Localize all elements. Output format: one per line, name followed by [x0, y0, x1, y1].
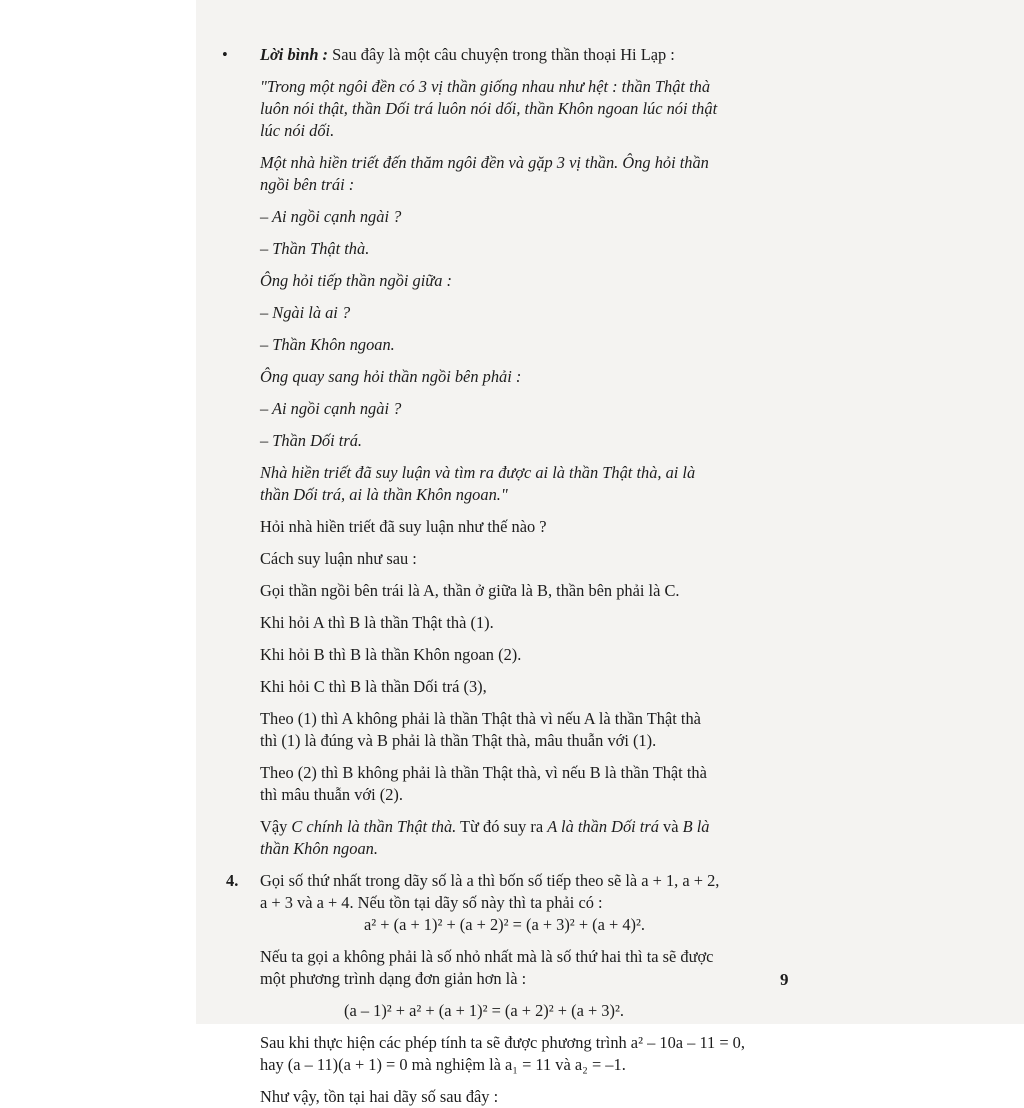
story-line: – Ai ngồi cạnh ngài ?: [260, 399, 402, 418]
story-line: ngồi bên trái :: [260, 175, 355, 194]
problem-line: Như vậy, tồn tại hai dãy số sau đây :: [260, 1087, 499, 1106]
conclusion-text: A là thần Dối trá: [547, 817, 659, 836]
reasoning-block: [226, 516, 806, 860]
problem-text: Gọi số thứ nhất trong dãy số là a thì bốn số tiếp theo sẽ là a + 1, a + 2,: [260, 871, 720, 890]
story-block: [226, 76, 806, 506]
conclusion-line: [260, 816, 806, 838]
conclusion-text: B là: [682, 817, 710, 836]
story-line: luôn nói thật, thần Dối trá luôn nói dối, thần Khôn ngoan lúc nói thật: [260, 99, 718, 118]
theo2-line: Theo (2) thì B không phải là thần Thật thà, vì nếu B là thần Thật thà: [260, 763, 707, 782]
page-content: [222, 44, 806, 1108]
problem-line: a + 3 và a + 4. Nếu tồn tại dãy số này thì ta phải có :: [260, 893, 603, 912]
reasoning-line: Gọi thần ngồi bên trái là A, thần ở giữa là B, thần bên phải là C.: [260, 581, 680, 600]
story-line: – Ai ngồi cạnh ngài ?: [260, 207, 402, 226]
story-line: – Thần Khôn ngoan.: [260, 335, 395, 354]
problem-4-heading: [226, 870, 806, 892]
conclusion-line: thần Khôn ngoan.: [260, 839, 378, 858]
equation-2: (a – 1)² + a² + (a + 1)² = (a + 2)² + (a + 3)².: [344, 1001, 624, 1020]
comment-intro: Sau đây là một câu chuyện trong thần thoại Hi Lạp :: [328, 45, 675, 64]
reasoning-line: Khi hỏi B thì B là thần Khôn ngoan (2).: [260, 645, 522, 664]
story-line: "Trong một ngôi đền có 3 vị thần giống nhau như hệt : thần Thật thà: [260, 77, 711, 96]
problem-line: một phương trình dạng đơn giản hơn là :: [260, 969, 527, 988]
story-line: – Ngài là ai ?: [260, 303, 351, 322]
story-line: Nhà hiền triết đã suy luận và tìm ra được ai là thần Thật thà, ai là: [260, 463, 696, 482]
problem-number: 4.: [226, 871, 239, 890]
story-line: – Thần Thật thà.: [260, 239, 370, 258]
problem-line: Nếu ta gọi a không phải là số nhỏ nhất mà là số thứ hai thì ta sẽ được: [260, 947, 714, 966]
theo1-line: thì (1) là đúng và B phải là thần Thật thà, mâu thuẫn với (1).: [260, 731, 657, 750]
reasoning-line: Khi hỏi A thì B là thần Thật thà (1).: [260, 613, 494, 632]
comment-label: Lời bình :: [260, 45, 328, 64]
story-line: – Thần Dối trá.: [260, 431, 363, 450]
theo1-line: Theo (1) thì A không phải là thần Thật thà vì nếu A là thần Thật thà: [260, 709, 701, 728]
bullet-icon: •: [222, 45, 228, 64]
problem-line: hay (a – 11)(a + 1) = 0 mà nghiệm là a₁ = 11 và a₂ = –1.: [260, 1055, 626, 1074]
conclusion-text: C chính là thần Thật thà.: [291, 817, 457, 836]
story-line: Một nhà hiền triết đến thăm ngôi đền và gặp 3 vị thần. Ông hỏi thần: [260, 153, 709, 172]
problem-line: Sau khi thực hiện các phép tính ta sẽ được phương trình a² – 10a – 11 = 0,: [260, 1033, 745, 1052]
equation-1: a² + (a + 1)² + (a + 2)² = (a + 3)² + (a + 4)².: [364, 915, 646, 934]
story-line: lúc nói dối.: [260, 121, 335, 140]
story-line: thần Dối trá, ai là thần Khôn ngoan.": [260, 485, 508, 504]
story-line: Ông hỏi tiếp thần ngồi giữa :: [260, 271, 452, 290]
conclusion-text: và: [658, 817, 683, 836]
problem-4-body: [226, 892, 806, 1108]
reasoning-line: Cách suy luận như sau :: [260, 549, 417, 568]
comment-heading: [222, 44, 806, 66]
page-number: 9: [780, 970, 789, 989]
conclusion-text: Vậy: [260, 817, 292, 836]
reasoning-line: Hỏi nhà hiền triết đã suy luận như thế nào ?: [260, 517, 547, 536]
conclusion-text: Từ đó suy ra: [456, 817, 548, 836]
story-line: Ông quay sang hỏi thần ngồi bên phải :: [260, 367, 522, 386]
reasoning-line: Khi hỏi C thì B là thần Dối trá (3),: [260, 677, 487, 696]
theo2-line: thì mâu thuẫn với (2).: [260, 785, 403, 804]
